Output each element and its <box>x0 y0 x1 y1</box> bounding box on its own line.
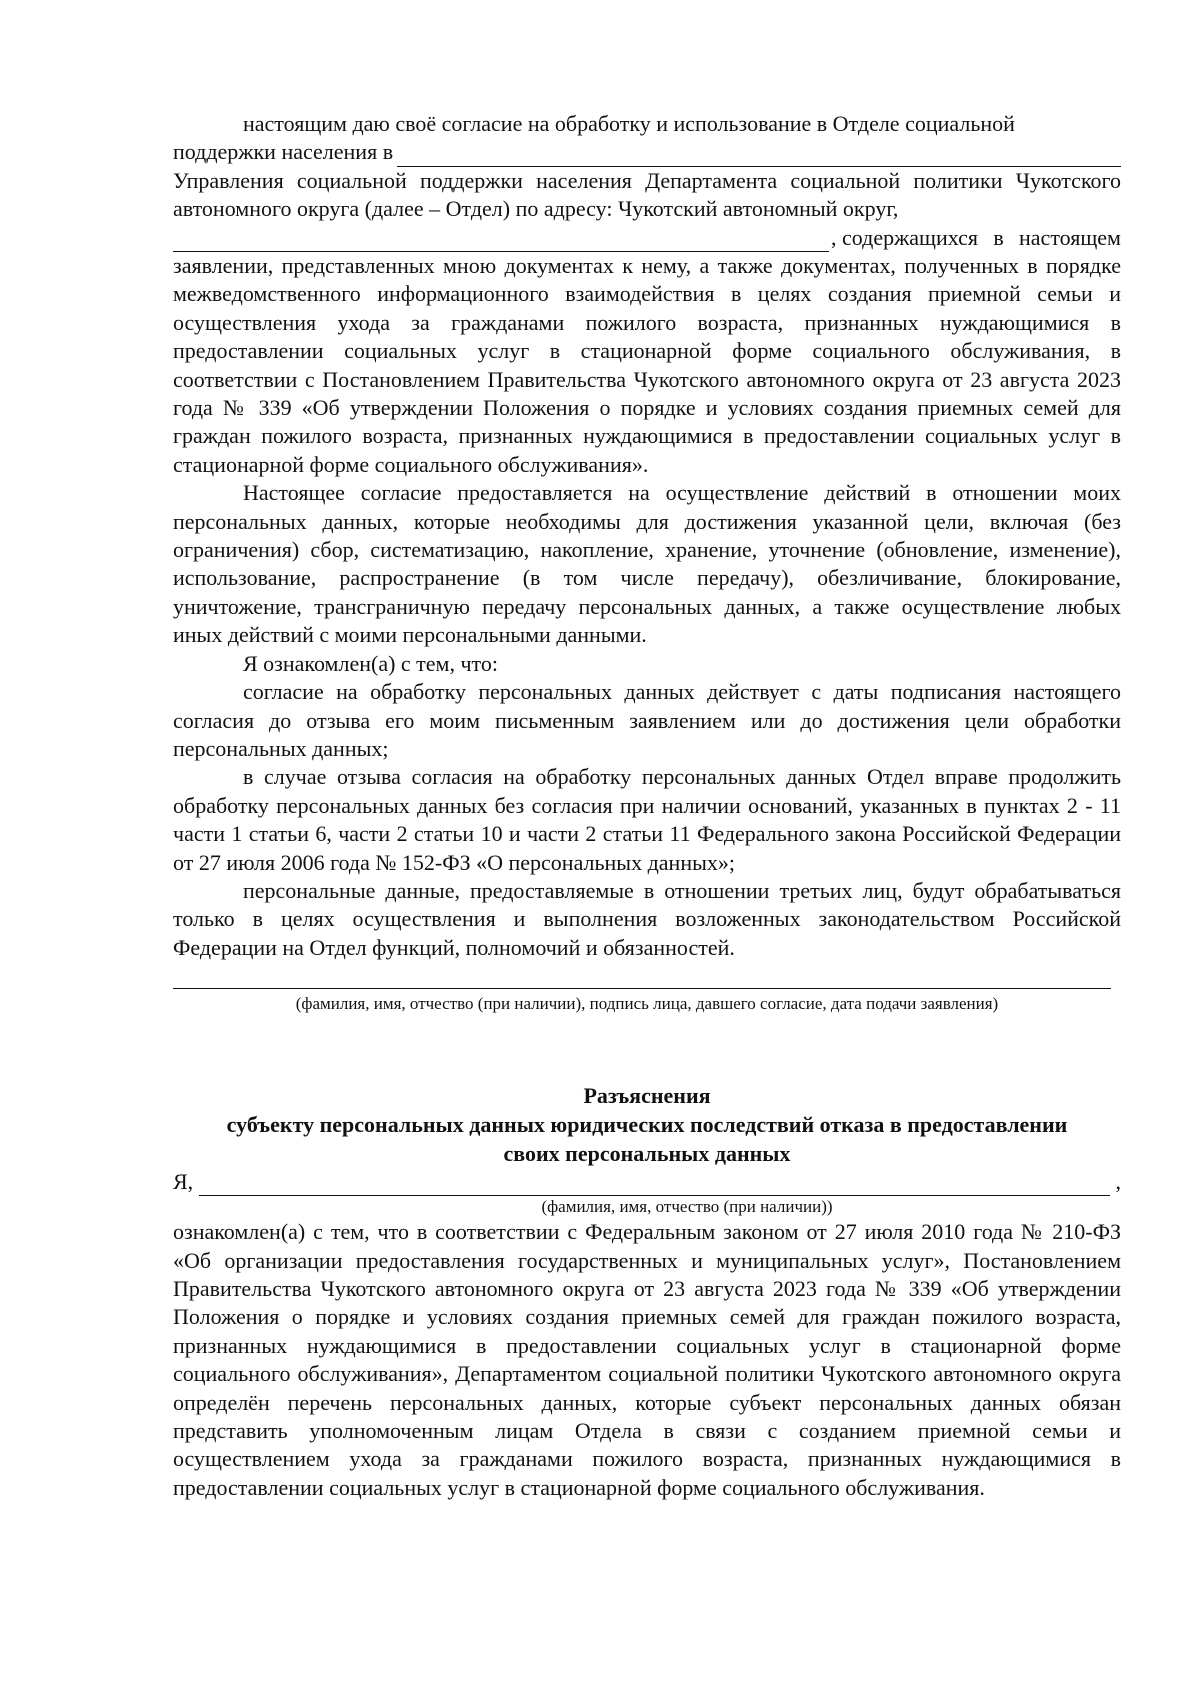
department-prefix: поддержки населения в <box>173 139 394 165</box>
explanation-title-line-2: субъекту персональных данных юридических последствий отказа в предоставлении <box>226 1112 1068 1138</box>
consent-paragraph-2: Настоящее согласие предоставляется на осуществление действий в отношении моих персональных данных, которые необходимы для достижения указанной цели, включая (без ограничения) сбор, систематизацию, накопление, хранение, уточнение (обновление, изменение), использование, распространение (в том числе передачу), обезличивание, блокирование, уничтожение, трансграничную передачу персональных данных, а также осуществление любых иных действий с моими персональными данными. <box>173 480 1121 648</box>
explanation-title-line-3: своих персональных данных <box>503 1141 791 1167</box>
explanation-heading <box>173 1081 1121 1168</box>
explanation-body: ознакомлен(а) с тем, что в соответствии с Федеральным законом от 27 июля 2010 года № 210-ФЗ «Об организации предоставления государственных и муниципальных услуг», Постановлением Правительства Чукотского автономного округа от 23 августа 2023 года № 339 «Об утверждении Положения о порядке и условиях создания приемных семей для граждан пожилого возраста, признанных нуждающимися в предоставлении социальных услуг в стационарной форме социального обслуживания», Департаментом социальной политики Чукотского автономного округа определён перечень персональных данных, которые субъект персональных данных обязан представить уполномоченным лицам Отдела в связи с созданием приемной семьи и осуществлением ухода за гражданами пожилого возраста, признанных нуждающимися в предоставлении социальных услуг в стационарной форме социального обслуживания. <box>173 1219 1121 1500</box>
signature-line[interactable] <box>173 972 1111 989</box>
department-line <box>173 138 1121 166</box>
consent-paragraph-3: Я ознакомлен(а) с тем, что: <box>243 650 498 676</box>
consent-line-1: настоящим даю своё согласие на обработку и использование в Отделе социальной <box>243 111 1015 136</box>
name-suffix: , <box>1115 1168 1121 1194</box>
signature-block <box>173 972 1121 1015</box>
signature-caption: (фамилия, имя, отчество (при наличии), подпись лица, давшего согласие, дата подачи заявления) <box>295 994 999 1014</box>
name-caption: (фамилия, имя, отчество (при наличии)) <box>541 1197 833 1217</box>
consent-paragraph-1-mid: Управления социальной поддержки населения Департамента социальной политики Чукотского автономного округа (далее – Отдел) по адресу: Чукотский автономный округ, <box>173 167 1121 222</box>
consent-paragraph-4: согласие на обработку персональных данных действует с даты подписания настоящего согласия до отзыва его моим письменным заявлением или до достижения цели обработки персональных данных; <box>173 679 1121 761</box>
document-page <box>173 110 1121 1502</box>
address-line <box>173 224 1121 252</box>
name-prefix: Я, <box>173 1168 194 1194</box>
consent-paragraph-1-rest: заявлении, представленных мною документах к нему, а также документах, полученных в порядке межведомственного информационного взаимодействия в целях создания приемной семьи и осуществления ухода за гражданами пожилого возраста, признанных нуждающимися в предоставлении социальных услуг в стационарной форме социального обслуживания, в соответствии с Постановлением Правительства Чукотского автономного округа от 23 августа 2023 года № 339 «Об утверждении Положения о порядке и условиях создания приемных семей для граждан пожилого возраста, признанных нуждающимися в предоставлении социальных услуг в стационарной форме социального обслуживания». <box>173 253 1121 477</box>
address-suffix: , содержащихся в настоящем <box>831 224 1121 250</box>
consent-paragraph-5: в случае отзыва согласия на обработку персональных данных Отдел вправе продолжить обработку персональных данных без согласия при наличии оснований, указанных в пунктах 2 - 11 части 1 статьи 6, части 2 статьи 10 и части 2 статьи 11 Федерального закона Российской Федерации от 27 июля 2006 года № 152-ФЗ «О персональных данных»; <box>173 764 1121 875</box>
name-blank[interactable] <box>199 1175 1109 1196</box>
consent-paragraph-6: персональные данные, предоставляемые в отношении третьих лиц, будут обрабатываться только в целях осуществления и выполнения возложенных законодательством Российской Федерации на Отдел функций, полномочий и обязанностей. <box>173 877 1121 960</box>
department-blank[interactable] <box>397 145 1121 167</box>
explanation-title-line-1: Разъяснения <box>583 1083 711 1109</box>
address-blank[interactable] <box>173 230 829 252</box>
name-line <box>173 1168 1121 1196</box>
